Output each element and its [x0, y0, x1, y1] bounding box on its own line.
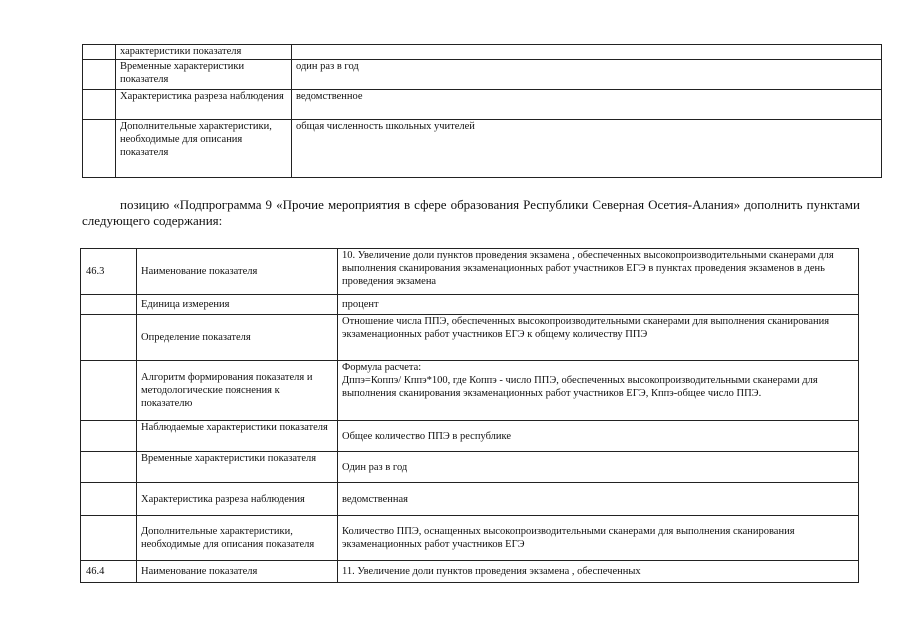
table-cell-value: 10. Увеличение доли пунктов проведения экзамена , обеспеченных высокопроизводительными сканерами для выполнения сканирования экзаменационных работ участников ЕГЭ в пунктах проведения экзаменов в день проведения экзамена: [338, 249, 859, 295]
table-cell-label: Временные характеристики показателя: [137, 452, 338, 483]
table-cell-value: общая численность школьных учителей: [292, 120, 882, 178]
table-row: [83, 45, 882, 60]
table-cell-number: [83, 60, 116, 90]
table-cell-label: Наблюдаемые характеристики показателя: [137, 421, 338, 452]
table-cell-label: характеристики показателя: [116, 45, 292, 60]
table-row: [81, 421, 859, 452]
table-row: [81, 361, 859, 421]
table-cell-label: Наименование показателя: [137, 249, 338, 295]
table-row: [81, 452, 859, 483]
table-row: [81, 516, 859, 561]
table-row: [81, 483, 859, 516]
table-row: [81, 561, 859, 583]
table-cell-value: процент: [338, 295, 859, 315]
table-cell-number: [81, 361, 137, 421]
table-cell-label: Единица измерения: [137, 295, 338, 315]
formula-text: Дппэ=Коппэ/ Кппэ*100, где Коппэ - число ППЭ, обеспеченных высокопроизводительными сканерами для выполнения сканирования экзаменационных работ участников ЕГЭ, Кппэ-общее число ППЭ.: [342, 375, 818, 399]
indicator-table-continuation: [82, 44, 882, 178]
table-cell-value: Общее количество ППЭ в республике: [338, 421, 859, 452]
table-cell-value: Один раз в год: [338, 452, 859, 483]
table-cell-label: Характеристика разреза наблюдения: [116, 90, 292, 120]
table-cell-label: Дополнительные характеристики, необходимые для описания показателя: [137, 516, 338, 561]
table-cell-value: [338, 361, 859, 421]
table-cell-value: один раз в год: [292, 60, 882, 90]
table-cell-value: ведомственная: [338, 483, 859, 516]
table-cell-number: [81, 483, 137, 516]
formula-heading: Формула расчета:: [342, 362, 422, 373]
table-cell-label: Дополнительные характеристики, необходимые для описания показателя: [116, 120, 292, 178]
table-cell-value: 11. Увеличение доли пунктов проведения экзамена , обеспеченных: [338, 561, 859, 583]
table-cell-value: Отношение числа ППЭ, обеспеченных высокопроизводительными сканерами для выполнения сканирования экзаменационных работ участников ЕГЭ к общему количеству ППЭ: [338, 315, 859, 361]
table-cell-number: [81, 421, 137, 452]
table-row: [81, 249, 859, 295]
table-cell-value: ведомственное: [292, 90, 882, 120]
table-cell-label: Алгоритм формирования показателя и методологические пояснения к показателю: [137, 361, 338, 421]
table-cell-label: Временные характеристики показателя: [116, 60, 292, 90]
table-cell-number: [81, 315, 137, 361]
table-row: [81, 295, 859, 315]
table-row: [81, 315, 859, 361]
table-row: [83, 60, 882, 90]
table-cell-number: [83, 90, 116, 120]
table-cell-number: [83, 45, 116, 60]
indicator-table: [80, 248, 859, 583]
table-cell-number: [81, 295, 137, 315]
table-row: [83, 90, 882, 120]
table-cell-number: 46.4: [81, 561, 137, 583]
table-cell-number: [81, 516, 137, 561]
table-cell-label: Наименование показателя: [137, 561, 338, 583]
table-cell-number: 46.3: [81, 249, 137, 295]
table-cell-number: [81, 452, 137, 483]
table-cell-value: [292, 45, 882, 60]
table-cell-label: Характеристика разреза наблюдения: [137, 483, 338, 516]
table-cell-value: Количество ППЭ, оснащенных высокопроизводительными сканерами для выполнения сканирования экзаменационных работ участников ЕГЭ: [338, 516, 859, 561]
amendment-paragraph: позицию «Подпрограмма 9 «Прочие мероприятия в сфере образования Республики Северная Осетия-Алания» дополнить пунктами следующего содержания:: [82, 197, 860, 228]
table-cell-label: Определение показателя: [137, 315, 338, 361]
table-cell-number: [83, 120, 116, 178]
table-row: [83, 120, 882, 178]
